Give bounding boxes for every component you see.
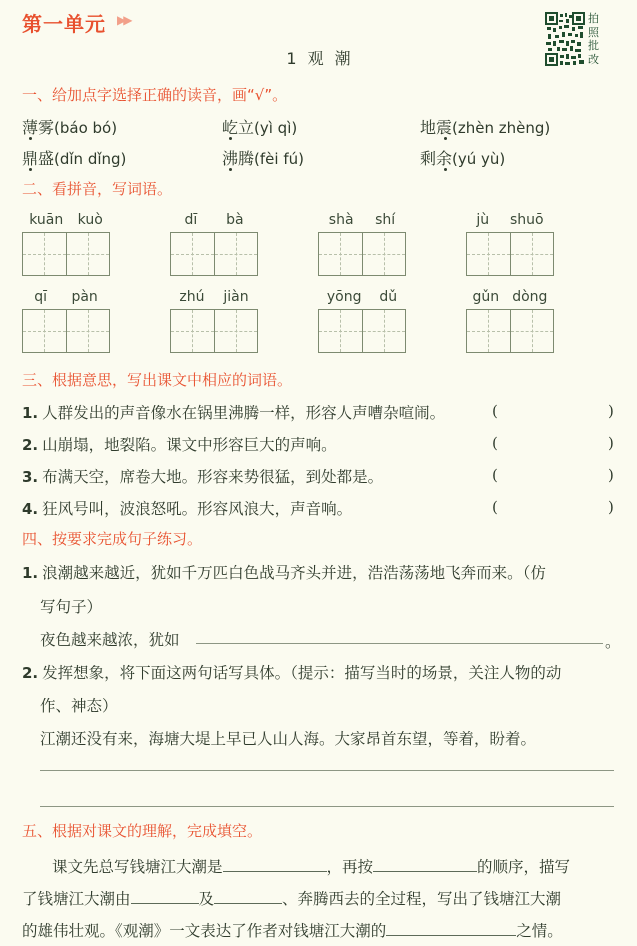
question-text-continued: 写句子） bbox=[40, 598, 103, 616]
answer-field[interactable] bbox=[502, 482, 602, 483]
answer-open-paren: ( bbox=[492, 466, 498, 484]
sentence-question-2 bbox=[22, 661, 561, 683]
grid-pinyin bbox=[22, 289, 110, 307]
emphasis-dot bbox=[29, 168, 32, 171]
pinyin-choice-item[interactable] bbox=[420, 115, 550, 138]
pinyin-options: (zhèn zhèng) bbox=[452, 119, 551, 137]
blank-field[interactable] bbox=[386, 922, 516, 936]
blank-field[interactable] bbox=[223, 858, 327, 872]
answer-field[interactable] bbox=[502, 450, 602, 451]
question-text: 浪潮越来越近，犹如千万匹白色战马齐头并进，浩浩荡荡地飞奔而来。（仿 bbox=[42, 564, 546, 582]
pinyin-syllable: yōng bbox=[326, 289, 362, 305]
qr-label-char: 批 bbox=[588, 39, 599, 52]
answer-close-paren: ) bbox=[608, 434, 614, 452]
fill-text: 的顺序，描写 bbox=[477, 858, 571, 876]
double-arrow-icon: ▶▶ bbox=[117, 13, 130, 27]
question-number: 2. bbox=[22, 664, 39, 682]
emphasis-dot bbox=[444, 137, 447, 140]
qr-label-char: 拍 bbox=[588, 12, 599, 25]
source-sentence: 江潮还没有来，海塘大堤上早已人山人海。大家昂首东望，等着，盼着。 bbox=[40, 730, 537, 748]
sentence-end-mark: 。 bbox=[605, 633, 621, 651]
fill-text: 、奔腾西去的全过程，写出了钱塘江大潮 bbox=[282, 890, 562, 908]
character-boxes[interactable] bbox=[466, 232, 554, 276]
section-4-heading: 四、按要求完成句子练习。 bbox=[22, 530, 203, 548]
answer-field[interactable] bbox=[502, 514, 602, 515]
pinyin-syllable: dòng bbox=[512, 289, 548, 305]
character-cell[interactable] bbox=[467, 310, 510, 352]
grid-pinyin bbox=[170, 212, 258, 230]
qr-label-char: 照 bbox=[588, 25, 599, 39]
character-boxes[interactable] bbox=[170, 309, 258, 353]
answer-open-paren: ( bbox=[492, 434, 498, 452]
question-text: 布满天空，席卷大地。形容来势很猛，到处都是。 bbox=[42, 468, 384, 486]
fill-text: 及 bbox=[198, 890, 215, 908]
emphasis-dot bbox=[29, 137, 32, 140]
imitation-prompt: 夜色越来越浓，犹如 bbox=[40, 631, 180, 649]
pinyin-syllable: bà bbox=[226, 212, 244, 228]
grid-pinyin bbox=[22, 212, 110, 230]
pinyin-syllable: dǔ bbox=[379, 289, 398, 305]
pinyin-syllable: shuō bbox=[509, 212, 544, 228]
character-cell[interactable] bbox=[362, 310, 405, 352]
pinyin-syllable: gǔn bbox=[472, 289, 500, 305]
grid-pinyin bbox=[466, 212, 554, 230]
question-text: 狂风号叫，波浪怒吼。形容风浪大，声音响。 bbox=[42, 500, 353, 518]
pinyin-syllable: dī bbox=[184, 212, 198, 228]
answer-close-paren: ) bbox=[608, 466, 614, 484]
pinyin-syllable: jiàn bbox=[223, 289, 249, 305]
character-cell[interactable] bbox=[319, 233, 362, 275]
pinyin-syllable: shí bbox=[375, 212, 396, 228]
pinyin-choice-item[interactable] bbox=[222, 115, 297, 138]
pinyin-syllable: pàn bbox=[71, 289, 98, 305]
section-5-heading: 五、根据对课文的理解，完成填空。 bbox=[22, 822, 263, 840]
word: 薄雾 bbox=[22, 118, 55, 137]
pinyin-syllable: kuān bbox=[29, 212, 64, 228]
grid-pinyin bbox=[318, 212, 406, 230]
pinyin-options: (dǐn dǐng) bbox=[54, 150, 127, 168]
character-cell[interactable] bbox=[319, 310, 362, 352]
pinyin-choice-item[interactable] bbox=[420, 146, 505, 169]
fill-text: 之情。 bbox=[516, 922, 563, 940]
pinyin-syllable: jù bbox=[476, 212, 490, 228]
answer-open-paren: ( bbox=[492, 402, 498, 420]
answer-field[interactable] bbox=[502, 418, 602, 419]
answer-open-paren: ( bbox=[492, 498, 498, 516]
pinyin-choice-item[interactable] bbox=[222, 146, 304, 169]
fill-blank-line-2 bbox=[22, 887, 561, 909]
pinyin-options: (báo bó) bbox=[54, 119, 118, 137]
word: 屹立 bbox=[222, 118, 255, 137]
expansion-answer-line-1[interactable] bbox=[40, 770, 614, 771]
question-number: 2. bbox=[22, 436, 39, 454]
qr-code-icon[interactable] bbox=[545, 12, 585, 66]
question-text: 人群发出的声音像水在锅里沸腾一样，形容人声嘈杂喧闹。 bbox=[42, 404, 446, 422]
question-number: 1. bbox=[22, 404, 39, 422]
blank-field[interactable] bbox=[373, 858, 477, 872]
question-text-continued: 作、神态） bbox=[40, 697, 118, 715]
photo-grading-label bbox=[588, 12, 602, 66]
grid-pinyin bbox=[466, 289, 554, 307]
blank-field[interactable] bbox=[214, 890, 282, 904]
question-text: 发挥想象，将下面这两句话写具体。（提示：描写当时的场景，关注人物的动 bbox=[42, 664, 562, 682]
definition-question bbox=[22, 433, 337, 455]
character-cell[interactable] bbox=[510, 310, 553, 352]
character-boxes[interactable] bbox=[22, 232, 110, 276]
fill-text: ，再按 bbox=[326, 858, 374, 876]
answer-close-paren: ) bbox=[608, 498, 614, 516]
pinyin-choice-item[interactable] bbox=[22, 146, 126, 169]
emphasis-dot bbox=[229, 168, 232, 171]
pinyin-syllable: zhú bbox=[179, 289, 205, 305]
character-boxes[interactable] bbox=[170, 232, 258, 276]
emphasis-dot bbox=[444, 168, 447, 171]
fill-blank-line-3 bbox=[22, 919, 563, 941]
qr-label-char: 改 bbox=[588, 52, 599, 66]
character-boxes[interactable] bbox=[466, 309, 554, 353]
character-boxes[interactable] bbox=[318, 309, 406, 353]
character-cell[interactable] bbox=[467, 233, 510, 275]
imitation-answer-line[interactable] bbox=[196, 643, 603, 644]
fill-blank-line-1 bbox=[52, 855, 570, 877]
character-cell[interactable] bbox=[171, 310, 214, 352]
word: 沸腾 bbox=[222, 149, 255, 168]
blank-field[interactable] bbox=[131, 890, 199, 904]
question-number: 3. bbox=[22, 468, 39, 486]
definition-question bbox=[22, 497, 352, 519]
definition-question bbox=[22, 401, 445, 423]
character-cell[interactable] bbox=[362, 233, 405, 275]
character-boxes[interactable] bbox=[318, 232, 406, 276]
expansion-answer-line-2[interactable] bbox=[40, 806, 614, 807]
pinyin-syllable: shà bbox=[328, 212, 354, 228]
character-cell[interactable] bbox=[23, 310, 66, 352]
sentence-question-1 bbox=[22, 561, 546, 583]
fill-text: 的雄伟壮观。《观潮》一文表达了作者对钱塘江大潮的 bbox=[22, 922, 387, 940]
character-cell[interactable] bbox=[66, 310, 109, 352]
character-cell[interactable] bbox=[214, 233, 257, 275]
pinyin-options: (yú yù) bbox=[452, 150, 506, 168]
section-1-heading: 一、给加点字选择正确的读音，画“√”。 bbox=[22, 86, 288, 104]
pinyin-options: (yì qì) bbox=[254, 119, 298, 137]
fill-text: 课文先总写钱塘江大潮是 bbox=[52, 858, 223, 876]
character-cell[interactable] bbox=[171, 233, 214, 275]
pinyin-syllable: qī bbox=[34, 289, 47, 305]
fill-text: 了钱塘江大潮由 bbox=[22, 890, 131, 908]
grid-pinyin bbox=[318, 289, 406, 307]
pinyin-syllable: kuò bbox=[77, 212, 103, 228]
unit-title: 第一单元 bbox=[22, 12, 106, 36]
word: 鼎盛 bbox=[22, 149, 55, 168]
word: 剩余 bbox=[420, 149, 453, 168]
word: 地震 bbox=[420, 118, 453, 137]
answer-close-paren: ) bbox=[608, 402, 614, 420]
character-cell[interactable] bbox=[214, 310, 257, 352]
section-3-heading: 三、根据意思，写出课文中相应的词语。 bbox=[22, 371, 293, 389]
pinyin-choice-item[interactable] bbox=[22, 115, 117, 138]
pinyin-options: (fèi fú) bbox=[254, 150, 304, 168]
character-boxes[interactable] bbox=[22, 309, 110, 353]
emphasis-dot bbox=[229, 137, 232, 140]
question-number: 4. bbox=[22, 500, 39, 518]
character-cell[interactable] bbox=[66, 233, 109, 275]
grid-pinyin bbox=[170, 289, 258, 307]
section-2-heading: 二、看拼音，写词语。 bbox=[22, 180, 173, 198]
question-number: 1. bbox=[22, 564, 39, 582]
character-cell[interactable] bbox=[510, 233, 553, 275]
definition-question bbox=[22, 465, 383, 487]
question-text: 山崩塌，地裂陷。课文中形容巨大的声响。 bbox=[42, 436, 337, 454]
lesson-title: 1 观 潮 bbox=[286, 49, 351, 68]
character-cell[interactable] bbox=[23, 233, 66, 275]
